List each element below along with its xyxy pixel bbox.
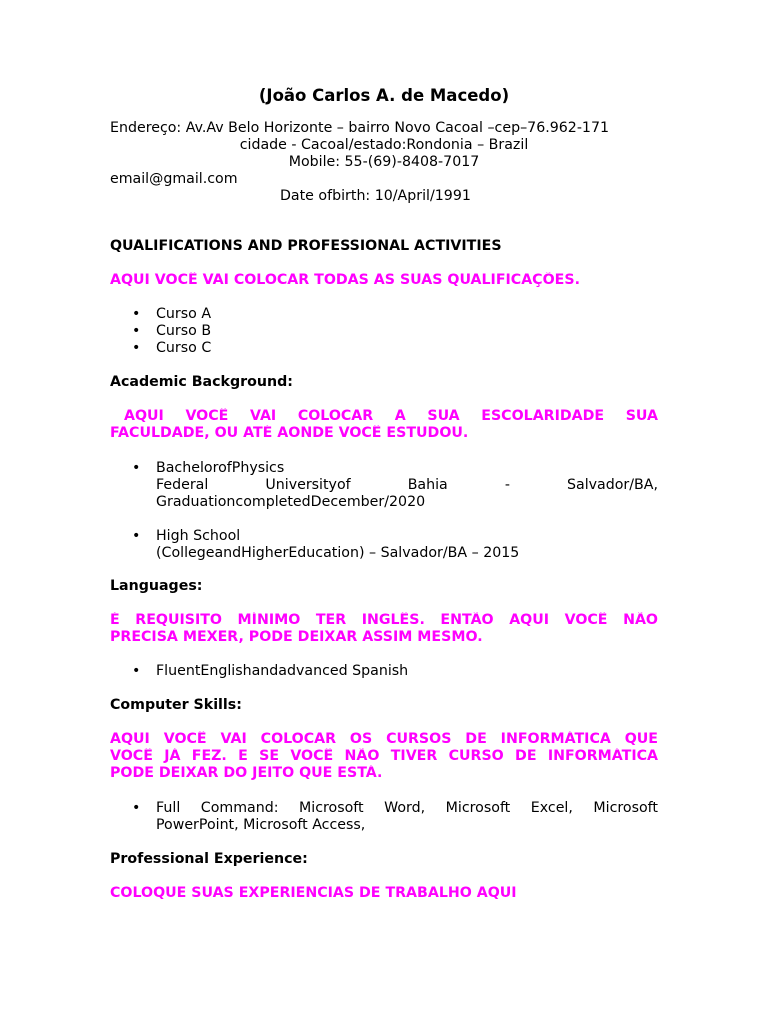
dob-line: Date ofbirth: 10/April/1991	[280, 188, 471, 204]
computer-skill-line-2: PowerPoint, Microsoft Access,	[156, 817, 366, 833]
degree-graduation: GraduationcompletedDecember/2020	[156, 494, 426, 510]
list-item-text: FluentEnglishandadvanced Spanish	[156, 663, 409, 679]
list-item-text: Curso A	[156, 306, 212, 322]
list-item	[110, 306, 658, 323]
computer-note-line-2: VOCÊ JÁ FEZ. E SE VOCÊ NÃO TIVER CURSO DE INFORMÁTICA	[110, 748, 658, 764]
languages-list	[110, 663, 658, 680]
experience-note	[110, 885, 658, 902]
list-item	[110, 340, 658, 357]
school-detail: (CollegeandHigherEducation) – Salvador/BA – 2015	[156, 545, 520, 561]
city-line: cidade - Cacoal/estado:Rondonia – Brazil	[239, 137, 529, 153]
bullet-icon: •	[132, 323, 141, 339]
languages-note	[110, 612, 658, 646]
list-item	[110, 323, 658, 340]
languages-heading: Languages:	[110, 578, 203, 594]
bullet-icon: •	[132, 800, 141, 816]
qualifications-note	[110, 272, 658, 289]
degree-title: BachelorofPhysics	[156, 460, 285, 476]
qualifications-heading: QUALIFICATIONS AND PROFESSIONAL ACTIVITIES	[110, 238, 502, 254]
bullet-icon: •	[132, 528, 141, 544]
computer-note-line-3: PODE DEIXAR DO JEITO QUE ESTÁ.	[110, 765, 383, 781]
list-item-text: Curso B	[156, 323, 212, 339]
computer-skill-line-1: Full Command: Microsoft Word, Microsoft Excel, Microsoft	[156, 800, 658, 816]
candidate-name: (João Carlos A. de Macedo)	[258, 86, 510, 105]
list-item	[110, 663, 658, 680]
list-item	[110, 528, 658, 562]
school-title: High School	[156, 528, 241, 544]
academic-note-line-2: FACULDADE, OU ATÉ AONDE VOCÊ ESTUDOU.	[110, 425, 469, 441]
experience-note-text: COLOQUE SUAS EXPERIENCIAS DE TRABALHO AQUI	[110, 885, 517, 901]
bullet-icon: •	[132, 306, 141, 322]
list-item	[110, 460, 658, 511]
email-line: email@gmail.com	[110, 171, 238, 187]
academic-note-line-1: AQUI VOCÊ VAI COLOCAR A SUA ESCOLARIDADE SUA	[124, 408, 658, 424]
computer-heading: Computer Skills:	[110, 697, 242, 713]
mobile-line: Mobile: 55-(69)-8408-7017	[288, 154, 480, 170]
bullet-icon: •	[132, 340, 141, 356]
academic-list-1	[110, 460, 658, 511]
computer-list	[110, 800, 658, 834]
experience-heading: Professional Experience:	[110, 851, 308, 867]
list-item-text: Curso C	[156, 340, 212, 356]
academic-heading: Academic Background:	[110, 374, 293, 390]
computer-note-line-1: AQUI VOCÊ VAI COLOCAR OS CURSOS DE INFORMÁTICA QUE	[110, 731, 658, 747]
languages-note-line-2: PRECISA MEXER, PODE DEIXAR ASSIM MESMO.	[110, 629, 483, 645]
degree-institution: Federal Universityof Bahia - Salvador/BA,	[156, 477, 658, 493]
qualifications-list	[110, 306, 658, 357]
bullet-icon: •	[132, 663, 141, 679]
languages-note-line-1: É REQUISITO MÍNIMO TER INGLÊS. ENTÃO AQUI VOCÊ NÃO	[110, 612, 658, 628]
qualifications-note-text: AQUI VOCÊ VAI COLOCAR TODAS AS SUAS QUALIFICAÇÕES.	[110, 272, 580, 288]
academic-note	[110, 408, 658, 442]
computer-note	[110, 731, 658, 782]
address-line: Endereço: Av.Av Belo Horizonte – bairro Novo Cacoal –cep–76.962-171	[110, 120, 610, 136]
bullet-icon: •	[132, 460, 141, 476]
academic-list-2	[110, 528, 658, 562]
list-item	[110, 800, 658, 834]
